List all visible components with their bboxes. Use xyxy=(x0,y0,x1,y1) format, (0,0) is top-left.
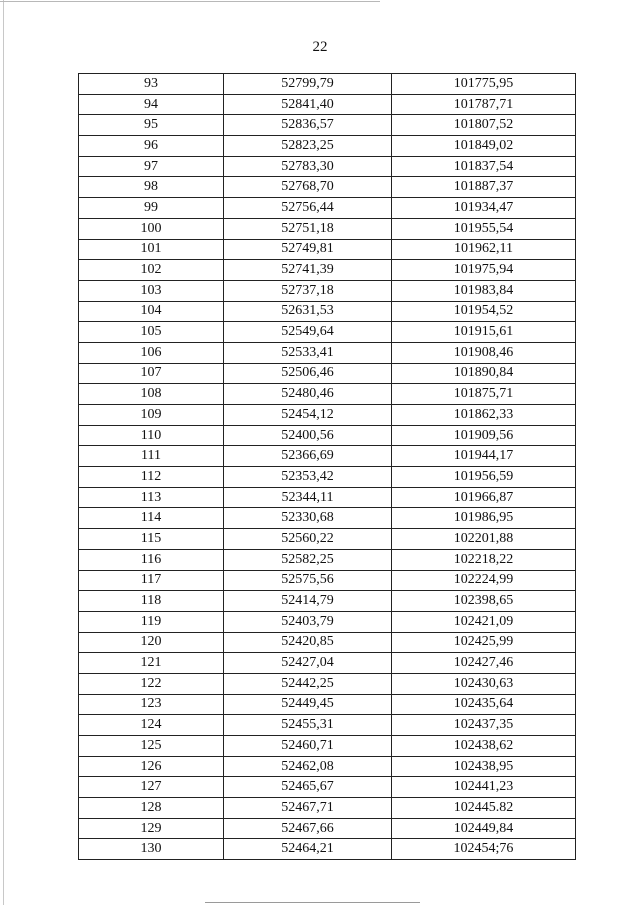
table-row xyxy=(79,487,576,508)
table-row xyxy=(79,798,576,819)
point-number-cell: 130 xyxy=(79,839,224,860)
point-number-cell: 123 xyxy=(79,694,224,715)
x-coordinate-cell: 52631,53 xyxy=(224,301,392,322)
table-row xyxy=(79,260,576,281)
table-row xyxy=(79,239,576,260)
y-coordinate-cell: 101908,46 xyxy=(392,342,576,363)
y-coordinate-cell: 101983,84 xyxy=(392,280,576,301)
table-row xyxy=(79,715,576,736)
x-coordinate-cell: 52783,30 xyxy=(224,156,392,177)
point-number-cell: 124 xyxy=(79,715,224,736)
point-number-cell: 118 xyxy=(79,591,224,612)
x-coordinate-cell: 52400,56 xyxy=(224,425,392,446)
y-coordinate-cell: 101909,56 xyxy=(392,425,576,446)
x-coordinate-cell: 52467,66 xyxy=(224,818,392,839)
table-row xyxy=(79,94,576,115)
table-row xyxy=(79,74,576,95)
table-row xyxy=(79,653,576,674)
x-coordinate-cell: 52751,18 xyxy=(224,218,392,239)
y-coordinate-cell: 101915,61 xyxy=(392,322,576,343)
y-coordinate-cell: 101837,54 xyxy=(392,156,576,177)
scan-edge-bottom xyxy=(205,902,420,903)
point-number-cell: 119 xyxy=(79,611,224,632)
x-coordinate-cell: 52533,41 xyxy=(224,342,392,363)
table-row xyxy=(79,218,576,239)
table-row xyxy=(79,322,576,343)
table-row xyxy=(79,777,576,798)
x-coordinate-cell: 52442,25 xyxy=(224,673,392,694)
y-coordinate-cell: 102438,95 xyxy=(392,756,576,777)
y-coordinate-cell: 102441,23 xyxy=(392,777,576,798)
x-coordinate-cell: 52836,57 xyxy=(224,115,392,136)
point-number-cell: 114 xyxy=(79,508,224,529)
x-coordinate-cell: 52460,71 xyxy=(224,736,392,757)
point-number-cell: 127 xyxy=(79,777,224,798)
y-coordinate-cell: 101807,52 xyxy=(392,115,576,136)
point-number-cell: 120 xyxy=(79,632,224,653)
y-coordinate-cell: 102224,99 xyxy=(392,570,576,591)
table-row xyxy=(79,549,576,570)
point-number-cell: 129 xyxy=(79,818,224,839)
y-coordinate-cell: 101954,52 xyxy=(392,301,576,322)
x-coordinate-cell: 52464,21 xyxy=(224,839,392,860)
table-row xyxy=(79,694,576,715)
table-row xyxy=(79,591,576,612)
page-number: 22 xyxy=(312,39,328,55)
table-row xyxy=(79,363,576,384)
x-coordinate-cell: 52414,79 xyxy=(224,591,392,612)
y-coordinate-cell: 102430,63 xyxy=(392,673,576,694)
point-number-cell: 115 xyxy=(79,529,224,550)
table-row xyxy=(79,632,576,653)
table-row xyxy=(79,115,576,136)
y-coordinate-cell: 101986,95 xyxy=(392,508,576,529)
y-coordinate-cell: 102449,84 xyxy=(392,818,576,839)
y-coordinate-cell: 101956,59 xyxy=(392,467,576,488)
x-coordinate-cell: 52560,22 xyxy=(224,529,392,550)
table-row xyxy=(79,508,576,529)
y-coordinate-cell: 102398,65 xyxy=(392,591,576,612)
y-coordinate-cell: 102421,09 xyxy=(392,611,576,632)
x-coordinate-cell: 52366,69 xyxy=(224,446,392,467)
x-coordinate-cell: 52467,71 xyxy=(224,798,392,819)
point-number-cell: 106 xyxy=(79,342,224,363)
table-row xyxy=(79,467,576,488)
x-coordinate-cell: 52823,25 xyxy=(224,136,392,157)
table-row xyxy=(79,673,576,694)
x-coordinate-cell: 52427,04 xyxy=(224,653,392,674)
table-row xyxy=(79,570,576,591)
y-coordinate-cell: 102435,64 xyxy=(392,694,576,715)
table-row xyxy=(79,156,576,177)
table-row xyxy=(79,384,576,405)
x-coordinate-cell: 52582,25 xyxy=(224,549,392,570)
point-number-cell: 94 xyxy=(79,94,224,115)
y-coordinate-cell: 102218,22 xyxy=(392,549,576,570)
y-coordinate-cell: 101962,11 xyxy=(392,239,576,260)
y-coordinate-cell: 101966,87 xyxy=(392,487,576,508)
x-coordinate-cell: 52768,70 xyxy=(224,177,392,198)
x-coordinate-cell: 52330,68 xyxy=(224,508,392,529)
scan-edge-left xyxy=(3,0,4,905)
table-row xyxy=(79,818,576,839)
point-number-cell: 113 xyxy=(79,487,224,508)
y-coordinate-cell: 102437,35 xyxy=(392,715,576,736)
x-coordinate-cell: 52403,79 xyxy=(224,611,392,632)
x-coordinate-cell: 52454,12 xyxy=(224,405,392,426)
y-coordinate-cell: 102201,88 xyxy=(392,529,576,550)
coordinates-table xyxy=(78,73,576,860)
table-row xyxy=(79,446,576,467)
point-number-cell: 121 xyxy=(79,653,224,674)
table-row xyxy=(79,529,576,550)
point-number-cell: 99 xyxy=(79,198,224,219)
y-coordinate-cell: 101875,71 xyxy=(392,384,576,405)
point-number-cell: 111 xyxy=(79,446,224,467)
y-coordinate-cell: 101944,17 xyxy=(392,446,576,467)
x-coordinate-cell: 52749,81 xyxy=(224,239,392,260)
point-number-cell: 102 xyxy=(79,260,224,281)
table-row xyxy=(79,177,576,198)
y-coordinate-cell: 102438,62 xyxy=(392,736,576,757)
point-number-cell: 107 xyxy=(79,363,224,384)
y-coordinate-cell: 101775,95 xyxy=(392,74,576,95)
x-coordinate-cell: 52841,40 xyxy=(224,94,392,115)
y-coordinate-cell: 101787,71 xyxy=(392,94,576,115)
point-number-cell: 116 xyxy=(79,549,224,570)
table-row xyxy=(79,405,576,426)
x-coordinate-cell: 52353,42 xyxy=(224,467,392,488)
x-coordinate-cell: 52462,08 xyxy=(224,756,392,777)
table-row xyxy=(79,839,576,860)
point-number-cell: 126 xyxy=(79,756,224,777)
table-row xyxy=(79,198,576,219)
point-number-cell: 100 xyxy=(79,218,224,239)
point-number-cell: 112 xyxy=(79,467,224,488)
x-coordinate-cell: 52799,79 xyxy=(224,74,392,95)
point-number-cell: 105 xyxy=(79,322,224,343)
table-row xyxy=(79,136,576,157)
y-coordinate-cell: 102425,99 xyxy=(392,632,576,653)
x-coordinate-cell: 52455,31 xyxy=(224,715,392,736)
point-number-cell: 96 xyxy=(79,136,224,157)
x-coordinate-cell: 52741,39 xyxy=(224,260,392,281)
point-number-cell: 117 xyxy=(79,570,224,591)
y-coordinate-cell: 101975,94 xyxy=(392,260,576,281)
coordinates-table-body xyxy=(79,74,576,860)
y-coordinate-cell: 101934,47 xyxy=(392,198,576,219)
y-coordinate-cell: 101849,02 xyxy=(392,136,576,157)
point-number-cell: 110 xyxy=(79,425,224,446)
x-coordinate-cell: 52549,64 xyxy=(224,322,392,343)
x-coordinate-cell: 52420,85 xyxy=(224,632,392,653)
x-coordinate-cell: 52465,67 xyxy=(224,777,392,798)
y-coordinate-cell: 101890,84 xyxy=(392,363,576,384)
point-number-cell: 125 xyxy=(79,736,224,757)
y-coordinate-cell: 102445.82 xyxy=(392,798,576,819)
point-number-cell: 98 xyxy=(79,177,224,198)
table-row xyxy=(79,611,576,632)
table-row xyxy=(79,736,576,757)
point-number-cell: 128 xyxy=(79,798,224,819)
y-coordinate-cell: 101887,37 xyxy=(392,177,576,198)
point-number-cell: 103 xyxy=(79,280,224,301)
point-number-cell: 109 xyxy=(79,405,224,426)
y-coordinate-cell: 102454;76 xyxy=(392,839,576,860)
x-coordinate-cell: 52344,11 xyxy=(224,487,392,508)
point-number-cell: 104 xyxy=(79,301,224,322)
table-row xyxy=(79,425,576,446)
x-coordinate-cell: 52480,46 xyxy=(224,384,392,405)
x-coordinate-cell: 52737,18 xyxy=(224,280,392,301)
point-number-cell: 122 xyxy=(79,673,224,694)
point-number-cell: 101 xyxy=(79,239,224,260)
table-row xyxy=(79,301,576,322)
table-row xyxy=(79,342,576,363)
x-coordinate-cell: 52449,45 xyxy=(224,694,392,715)
x-coordinate-cell: 52506,46 xyxy=(224,363,392,384)
point-number-cell: 108 xyxy=(79,384,224,405)
table-row xyxy=(79,756,576,777)
x-coordinate-cell: 52575,56 xyxy=(224,570,392,591)
table-row xyxy=(79,280,576,301)
point-number-cell: 93 xyxy=(79,74,224,95)
scan-edge-top xyxy=(0,1,380,2)
point-number-cell: 95 xyxy=(79,115,224,136)
y-coordinate-cell: 102427,46 xyxy=(392,653,576,674)
y-coordinate-cell: 101955,54 xyxy=(392,218,576,239)
point-number-cell: 97 xyxy=(79,156,224,177)
y-coordinate-cell: 101862,33 xyxy=(392,405,576,426)
x-coordinate-cell: 52756,44 xyxy=(224,198,392,219)
